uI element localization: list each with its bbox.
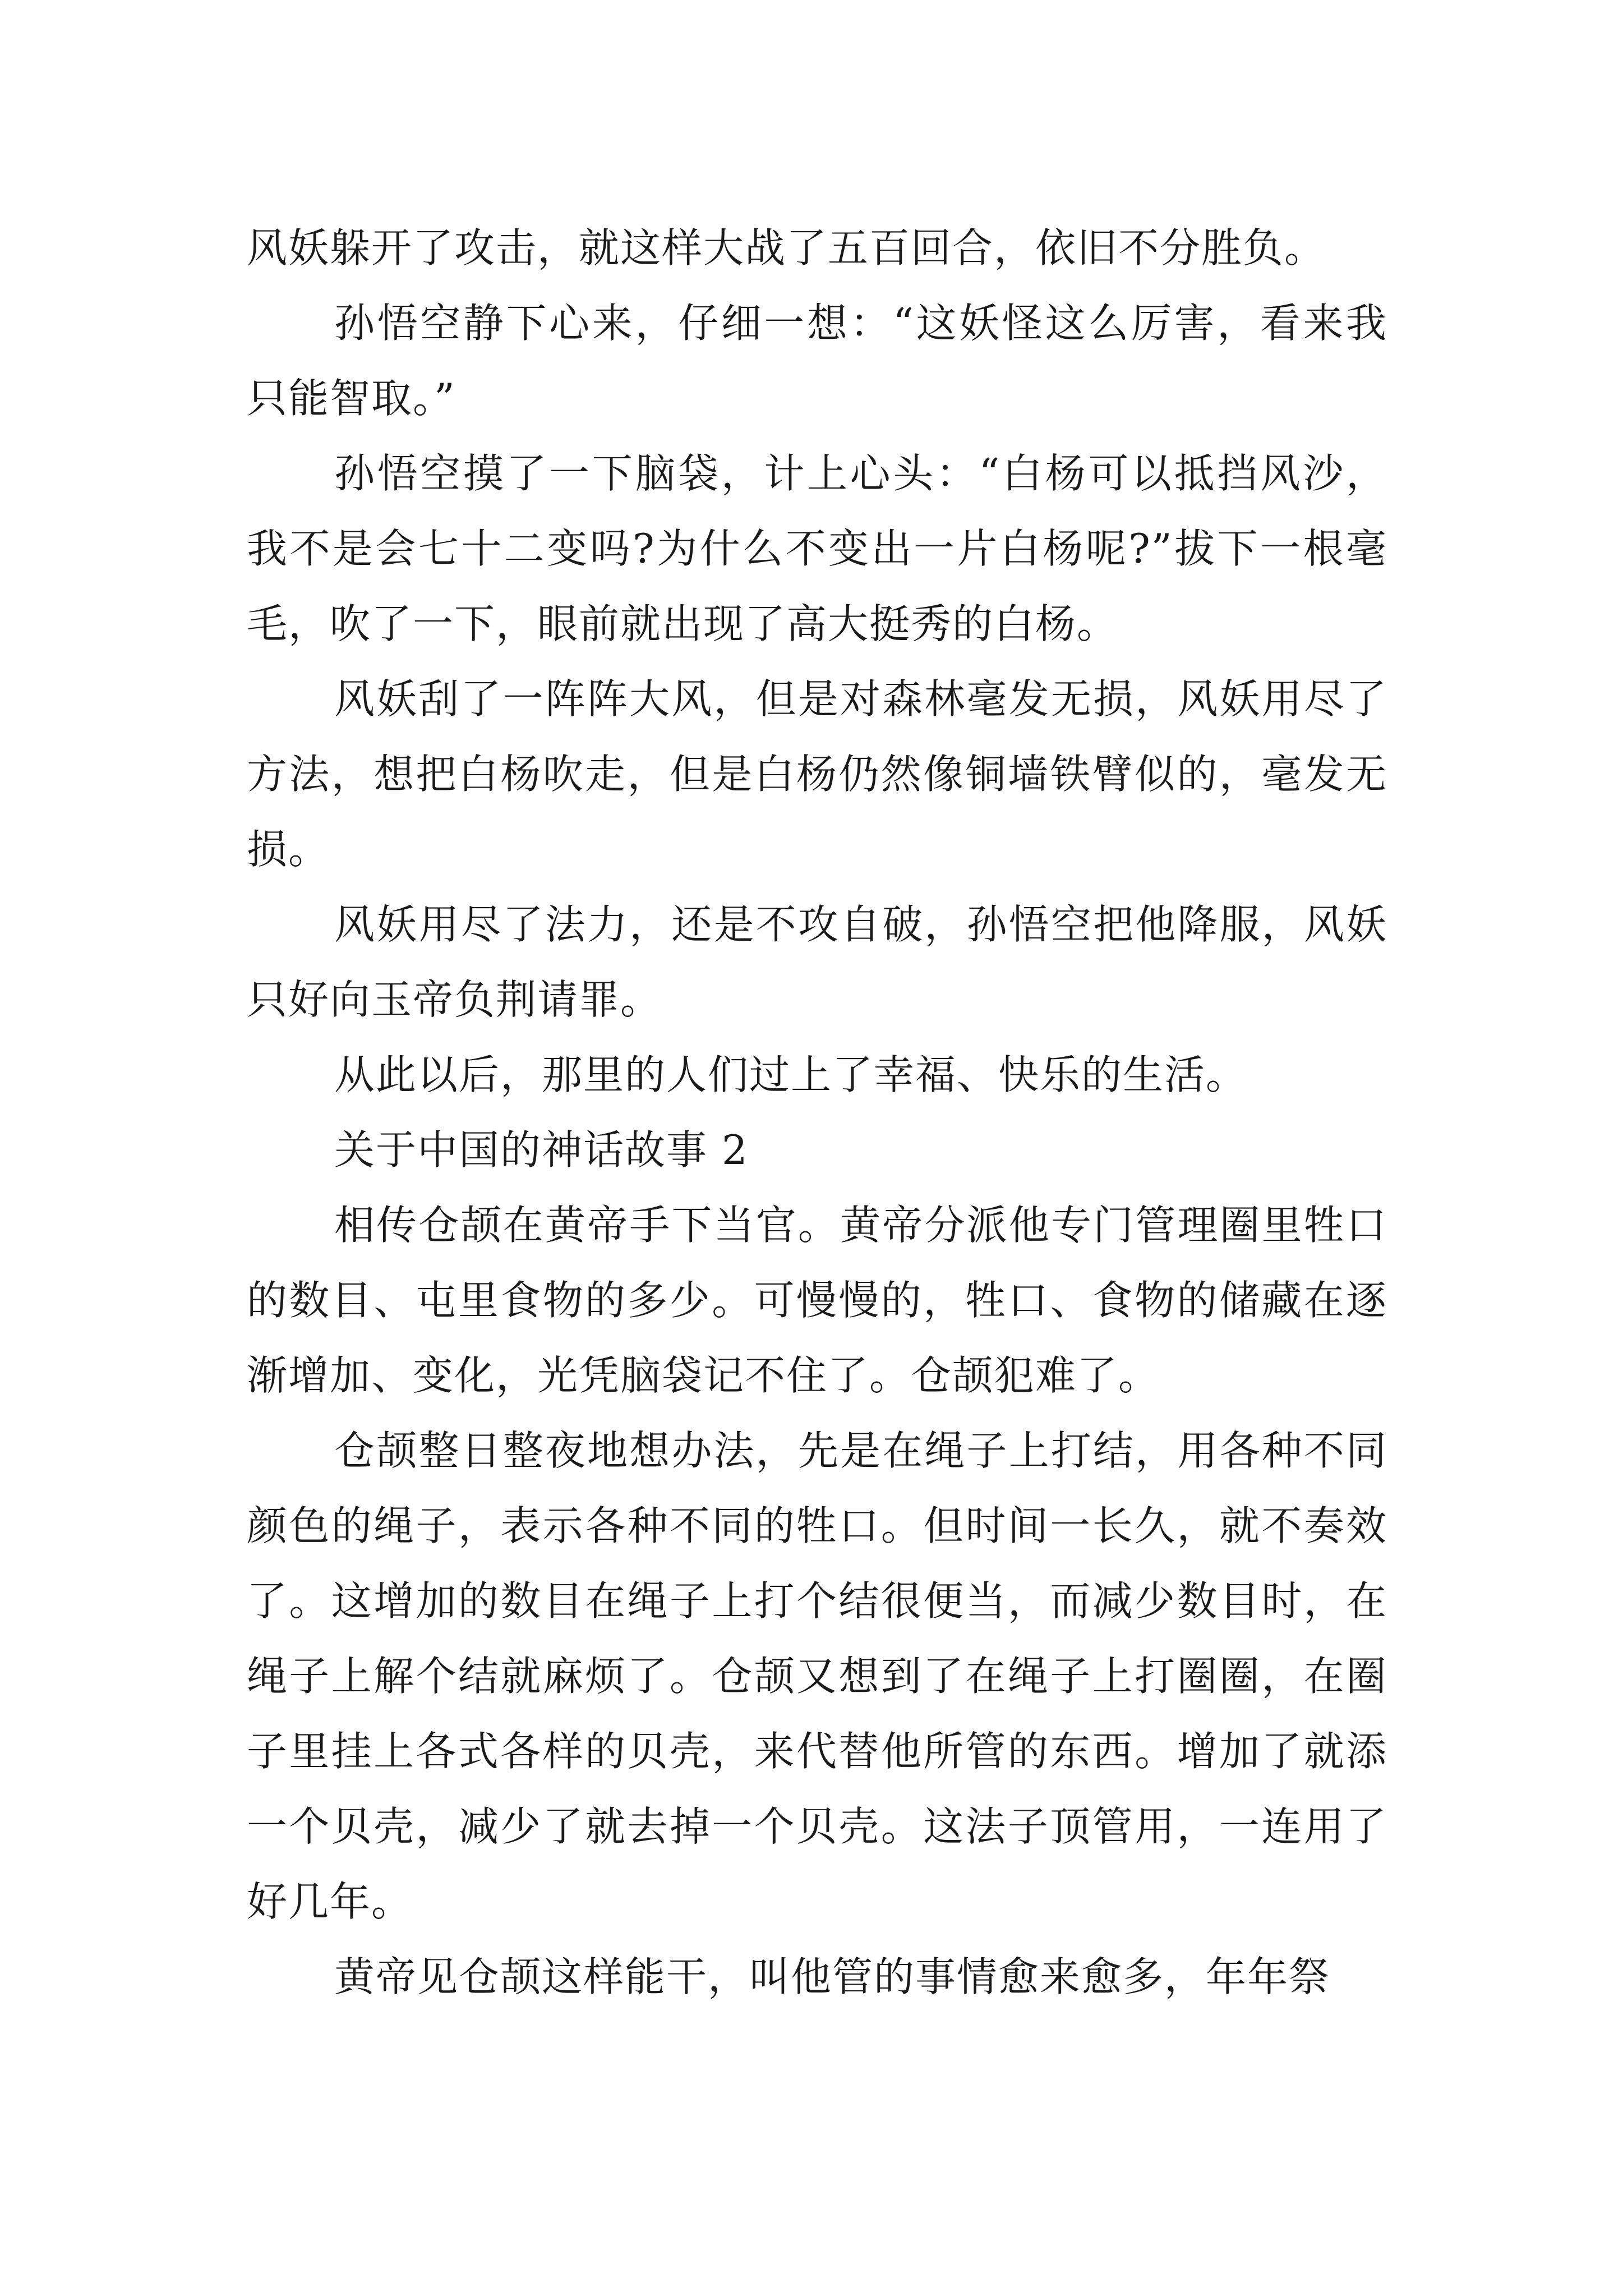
paragraph: 仓颉整日整夜地想办法，先是在绳子上打结，用各种不同颜色的绳子，表示各种不同的牲口。但时间一长久，就不奏效了。这增加的数目在绳子上打个结很便当，而减少数目时，在绳子上解个结就麻烦了。仓颉又想到了在绳子上打圈圈，在圈子里挂上各式各样的贝壳，来代替他所管的东西。增加了就添一个贝壳，减少了就去掉一个贝壳。这法子顶管用，一连用了好几年。 (247, 1427, 1387, 1925)
paragraph: 孙悟空静下心来，仔细一想：“这妖怪这么厉害，看来我只能智取。” (247, 300, 1387, 422)
body-text (247, 210, 1387, 2014)
paragraph: 风妖躲开了攻击，就这样大战了五百回合，依旧不分胜负。 (247, 224, 1326, 272)
paragraph: 从此以后，那里的人们过上了幸福、快乐的生活。 (334, 1051, 1248, 1098)
paragraph: 黄帝见仓颉这样能干，叫他管的事情愈来愈多，年年祭 (334, 1953, 1331, 2000)
paragraph: 风妖用尽了法力，还是不攻自破，孙悟空把他降服，风妖只好向玉帝负荆请罪。 (247, 901, 1387, 1023)
paragraph: 孙悟空摸了一下脑袋，计上心头：“白杨可以抵挡风沙，我不是会七十二变吗?为什么不变出一片白杨呢?”拔下一根毫毛，吹了一下，眼前就出现了高大挺秀的白杨。 (247, 450, 1387, 647)
paragraph: 风妖刮了一阵阵大风，但是对森林毫发无损，风妖用尽了方法，想把白杨吹走，但是白杨仍然像铜墙铁臂似的，毫发无损。 (247, 675, 1387, 873)
section-heading: 关于中国的神话故事 2 (334, 1126, 749, 1174)
paragraph: 相传仓颉在黄帝手下当官。黄帝分派他专门管理圈里牲口的数目、屯里食物的多少。可慢慢的，牲口、食物的储藏在逐渐增加、变化，光凭脑袋记不住了。仓颉犯难了。 (247, 1202, 1387, 1399)
